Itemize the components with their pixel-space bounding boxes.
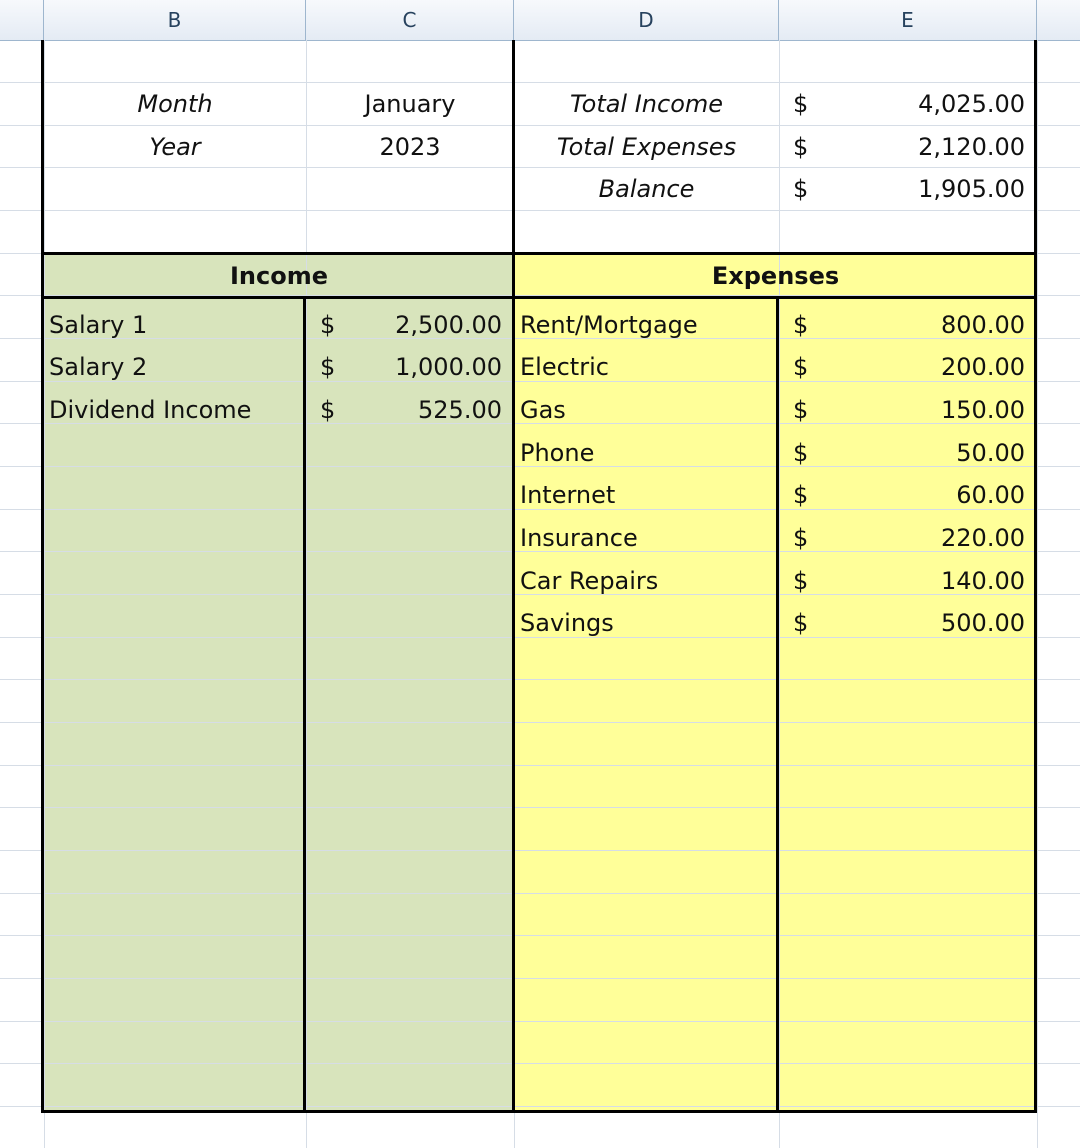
income-item-amount[interactable]: 525.00 (418, 396, 502, 424)
expense-item-label[interactable]: Savings (520, 609, 614, 637)
month-label: Month (137, 90, 213, 118)
expense-item-currency: $ (793, 481, 809, 509)
expense-item-amount[interactable]: 50.00 (956, 439, 1025, 467)
expense-item-label[interactable]: Internet (520, 481, 616, 509)
income-item-amount[interactable]: 2,500.00 (395, 311, 502, 339)
expense-item-currency: $ (793, 524, 809, 552)
expenses-header: Expenses (711, 262, 840, 290)
expense-item-label[interactable]: Car Repairs (520, 567, 659, 595)
expense-item-amount[interactable]: 60.00 (956, 481, 1025, 509)
expense-item-currency: $ (793, 353, 809, 381)
income-item-currency: $ (320, 396, 336, 424)
column-header-bar (0, 0, 1080, 41)
expense-item-label[interactable]: Gas (520, 396, 566, 424)
income-item-label[interactable]: Salary 1 (49, 311, 148, 339)
expense-item-currency: $ (793, 439, 809, 467)
expense-item-currency: $ (793, 567, 809, 595)
year-value-cell[interactable]: 2023 (379, 133, 441, 161)
sheet-grid[interactable] (0, 40, 1080, 1148)
balance-currency: $ (793, 175, 809, 203)
column-header-b[interactable]: B (44, 0, 306, 40)
column-header-f[interactable] (1037, 0, 1080, 40)
month-value-cell[interactable]: January (364, 90, 456, 118)
column-header-a[interactable] (0, 0, 44, 40)
expense-item-amount[interactable]: 140.00 (941, 567, 1025, 595)
expense-item-label[interactable]: Phone (520, 439, 595, 467)
expense-item-amount[interactable]: 500.00 (941, 609, 1025, 637)
total-income-currency: $ (793, 90, 809, 118)
expense-item-currency: $ (793, 609, 809, 637)
expense-item-amount[interactable]: 150.00 (941, 396, 1025, 424)
income-item-amount[interactable]: 1,000.00 (395, 353, 502, 381)
total-expenses-label: Total Expenses (556, 133, 737, 161)
expense-item-amount[interactable]: 220.00 (941, 524, 1025, 552)
income-item-currency: $ (320, 353, 336, 381)
column-header-e[interactable]: E (779, 0, 1037, 40)
expense-item-currency: $ (793, 311, 809, 339)
column-header-d[interactable]: D (514, 0, 779, 40)
total-expenses-value-cell[interactable]: 2,120.00 (918, 133, 1025, 161)
income-item-label[interactable]: Dividend Income (49, 396, 252, 424)
income-header: Income (229, 262, 328, 290)
balance-label: Balance (598, 175, 695, 203)
expense-item-label[interactable]: Electric (520, 353, 609, 381)
total-income-label: Total Income (569, 90, 724, 118)
expense-item-label[interactable]: Rent/Mortgage (520, 311, 698, 339)
expense-item-label[interactable]: Insurance (520, 524, 638, 552)
income-item-label[interactable]: Salary 2 (49, 353, 148, 381)
expense-item-amount[interactable]: 200.00 (941, 353, 1025, 381)
year-label: Year (149, 133, 201, 161)
balance-value-cell[interactable]: 1,905.00 (918, 175, 1025, 203)
income-item-currency: $ (320, 311, 336, 339)
total-income-value-cell[interactable]: 4,025.00 (918, 90, 1025, 118)
total-expenses-currency: $ (793, 133, 809, 161)
column-header-c[interactable]: C (306, 0, 514, 40)
expense-item-currency: $ (793, 396, 809, 424)
expense-item-amount[interactable]: 800.00 (941, 311, 1025, 339)
